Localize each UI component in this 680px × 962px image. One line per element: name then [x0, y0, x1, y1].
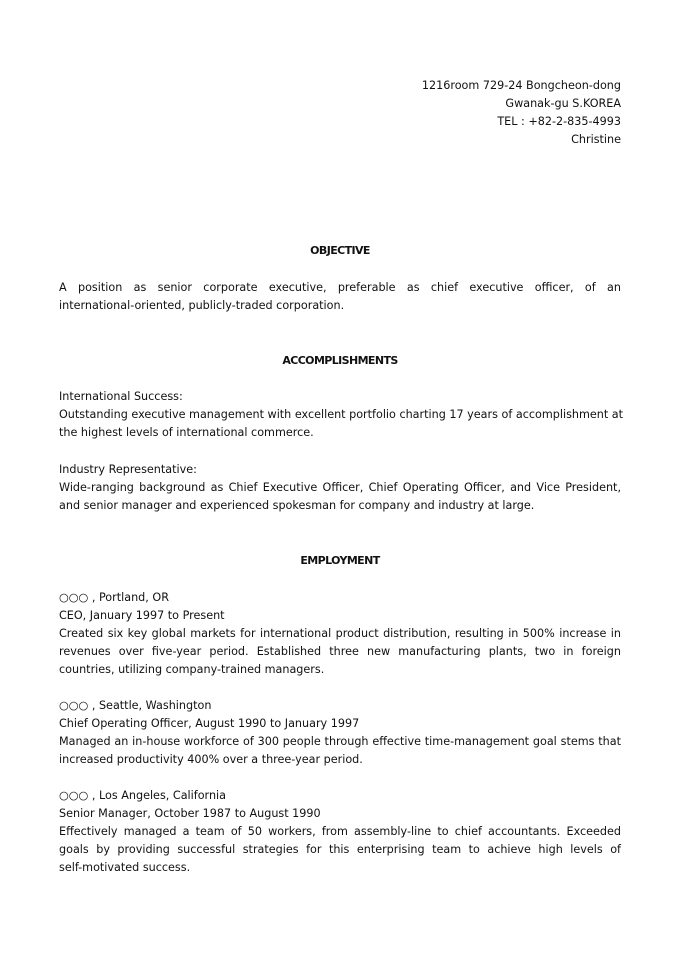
job-role: CEO, January 1997 to Present	[59, 609, 225, 622]
accomplishment-line: the highest levels of international commerce.	[59, 426, 314, 439]
job-entry	[59, 787, 621, 877]
employment-heading: EMPLOYMENT	[300, 554, 380, 567]
phone-number: TEL : +82-2-835-4993	[497, 115, 621, 128]
job-entry	[59, 589, 621, 679]
accomplishment-item	[59, 461, 621, 515]
job-description-line: revenues over five-year period. Established three new manufacturing plants, two in foreign	[59, 645, 621, 658]
job-description-line: increased productivity 400% over a three-year period.	[59, 753, 363, 766]
job-description-line: Effectively managed a team of 50 workers, from assembly-line to chief accountants. Exceeded	[59, 825, 621, 838]
contact-block	[422, 77, 621, 149]
job-description-line: self-motivated success.	[59, 861, 191, 874]
address-line-1: 1216room 729-24 Bongcheon-dong	[421, 79, 621, 92]
job-role: Senior Manager, October 1987 to August 1990	[59, 807, 321, 820]
job-company: ○○○ , Seattle, Washington	[59, 699, 212, 712]
accomplishment-line: Wide-ranging background as Chief Executive Officer, Chief Operating Officer, and Vice President,	[59, 481, 621, 494]
job-description-line: Managed an in-house workforce of 300 people through effective time-management goal stems that	[59, 735, 621, 748]
accomplishment-heading: Industry Representative:	[59, 463, 197, 476]
objective-heading: OBJECTIVE	[310, 244, 370, 257]
job-company: ○○○ , Portland, OR	[59, 591, 169, 604]
objective-text	[59, 279, 621, 315]
applicant-name: Christine	[571, 133, 621, 146]
accomplishment-heading: International Success:	[59, 390, 183, 403]
accomplishment-line: and senior manager and experienced spokesman for company and industry at large.	[59, 499, 535, 512]
job-description-line: goals by providing successful strategies for this enterprising team to achieve high levels of	[59, 843, 621, 856]
job-description-line: Created six key global markets for international product distribution, resulting in 500% increase in	[59, 627, 621, 640]
job-role: Chief Operating Officer, August 1990 to January 1997	[59, 717, 360, 730]
objective-line-1: A position as senior corporate executive, preferable as chief executive officer, of an	[59, 281, 621, 294]
accomplishment-line: Outstanding executive management with excellent portfolio charting 17 years of accomplishment at	[59, 408, 624, 421]
job-description-line: countries, utilizing company-trained managers.	[59, 663, 325, 676]
objective-line-2: international-oriented, publicly-traded corporation.	[59, 299, 345, 312]
accomplishment-item	[59, 388, 624, 442]
address-line-2: Gwanak-gu S.KOREA	[505, 97, 621, 110]
accomplishments-heading: ACCOMPLISHMENTS	[282, 354, 398, 367]
job-entry	[59, 697, 621, 769]
job-company: ○○○ , Los Angeles, California	[59, 789, 227, 802]
